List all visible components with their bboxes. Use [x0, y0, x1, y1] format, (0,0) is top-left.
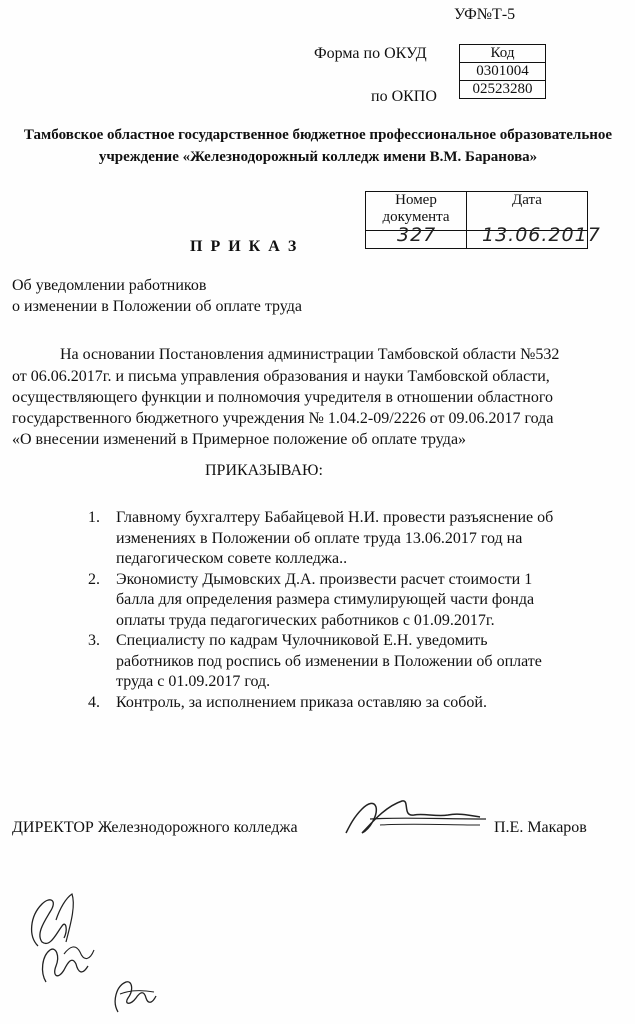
item-line: работников под роспись об изменении в Положении об оплате	[116, 652, 542, 670]
okpo-value: 02523280	[460, 81, 546, 99]
code-header: Код	[460, 45, 546, 63]
item-line: педагогическом совете колледжа..	[116, 550, 348, 567]
item-line: балла для определения размера стимулирующей части фонда	[116, 591, 535, 608]
document-date-header: Дата	[467, 192, 588, 231]
item-line: Специалисту по кадрам Чулочниковой Е.Н. уведомить	[116, 632, 488, 649]
body-line4: государственного бюджетного учреждения № 1.04.2-09/2226 от 09.06.2017 года	[12, 410, 554, 427]
form-code: УФ№Т-5	[454, 6, 516, 23]
list-item	[88, 693, 633, 714]
signature-position: ДИРЕКТОР Железнодорожного колледжа	[12, 819, 298, 836]
list-item	[88, 631, 633, 693]
organization-name-line2: учреждение «Железнодорожный колледж имени В.М. Баранова»	[98, 149, 538, 165]
item-line: оплаты труда педагогических работников с 01.09.2017г.	[116, 611, 495, 629]
document-number-value: 327	[397, 224, 437, 246]
subject-line1: Об уведомлении работников	[12, 277, 207, 294]
number-header-line2: документа	[382, 209, 450, 225]
approval-signatures	[20, 886, 180, 1016]
list-item	[88, 570, 633, 632]
organization-name-line1: Тамбовское областное государственное бюджетное профессиональное образовательное	[23, 127, 613, 143]
okud-value: 0301004	[460, 63, 546, 81]
body-line1: На основании Постановления администрации Тамбовской области №532	[60, 346, 560, 363]
signature-name: П.Е. Макаров	[494, 819, 587, 836]
item-line: изменениях в Положении об оплате труда 13.06.2017 год на	[116, 529, 523, 547]
order-items-list	[88, 508, 633, 713]
body-line3: осуществляющего функции и полномочия учредителя в отношении областного	[12, 389, 553, 406]
item-number: 2.	[88, 570, 100, 588]
item-number: 1.	[88, 509, 100, 526]
list-item	[88, 508, 633, 570]
item-number: 4.	[88, 693, 100, 711]
body-line5: «О внесении изменений в Примерное положение об оплате труда»	[12, 431, 467, 448]
subject-line2: о изменении в Положении об оплате труда	[12, 298, 303, 315]
okpo-label: по ОКПО	[371, 88, 437, 105]
body-line2: от 06.06.2017г. и письма управления образования и науки Тамбовской области,	[12, 368, 550, 385]
item-line: Главному бухгалтеру Бабайцевой Н.И. провести разъяснение об	[116, 509, 554, 526]
document-date-value: 13.06.2017	[482, 224, 601, 246]
okud-form-label: Форма по ОКУД	[314, 45, 427, 62]
item-number: 3.	[88, 632, 100, 649]
item-line: Контроль, за исполнением приказа оставляю за собой.	[116, 693, 487, 711]
order-word: ПРИКАЗЫВАЮ:	[205, 462, 323, 479]
document-title: П Р И К А З	[190, 238, 299, 255]
number-header-line1: Номер	[395, 192, 437, 208]
item-line: Экономисту Дымовских Д.А. произвести расчет стоимости 1	[116, 570, 533, 588]
item-line: труда с 01.09.2017 год.	[116, 673, 271, 690]
director-signature	[340, 795, 490, 840]
okud-code-table	[459, 44, 546, 99]
